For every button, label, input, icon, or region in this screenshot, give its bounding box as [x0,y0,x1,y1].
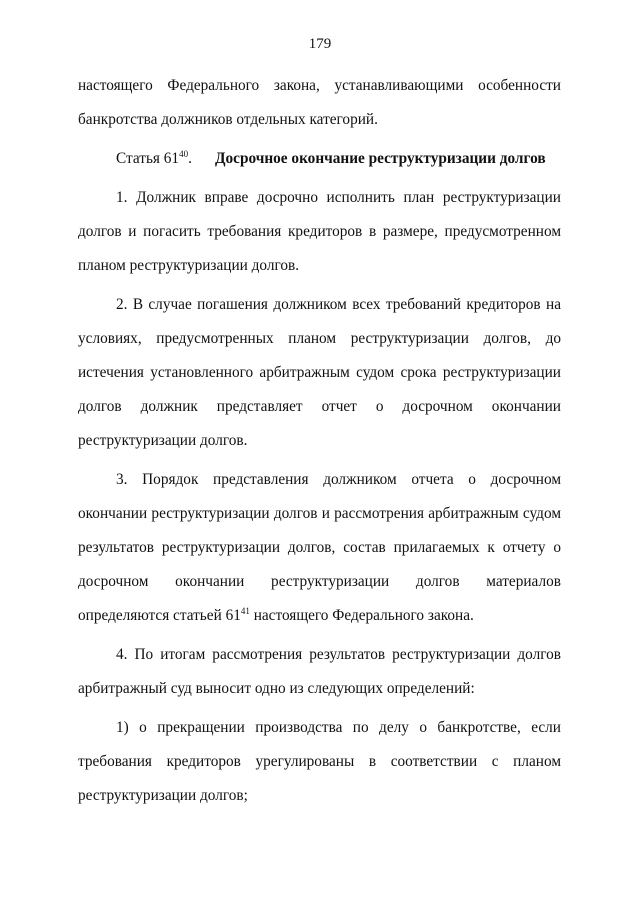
paragraph-2: 2. В случае погашения должником всех требований кредиторов на условиях, предусмотренных планом реструктуризации долгов, до истечения установленного арбитражным судом срока реструктуризации долгов должник представляет отчет о досрочном окончании реструктуризации долгов. [78,296,561,449]
continuation-paragraph: настоящего Федерального закона, устанавливающими особенности банкротства должников отдельных категорий. [78,77,561,128]
paragraph-5: 1) о прекращении производства по делу о банкротстве, если требования кредиторов урегулированы в соответствии с планом реструктуризации долгов; [78,719,561,804]
paragraph-3-tail: настоящего Федерального закона. [249,607,474,624]
article-title: Досрочное окончание реструктуризации долгов [215,150,546,167]
article-label [116,142,215,176]
paragraph-4: 4. По итогам рассмотрения результатов реструктуризации долгов арбитражный суд выносит одно из следующих определений: [78,646,561,697]
paragraph-1: 1. Должник вправе досрочно исполнить план реструктуризации долгов и погасить требования кредиторов в размере, предусмотренном планом реструктуризации долгов. [78,189,561,274]
paragraph-3-text: 3. Порядок представления должником отчета о досрочном окончании реструктуризации долгов и рассмотрения арбитражным судом результатов реструктуризации долгов, состав прилагаемых к отчету о досрочном окончании реструктуризации долгов материалов определяются статьей 61 [78,471,561,624]
page-number: 179 [308,36,332,52]
paragraph-3-superscript: 41 [240,605,250,616]
article-label-text: Статья 61 [116,150,180,167]
article-label-suffix: . [188,150,192,167]
paragraph-3 [78,463,561,633]
document-body [78,69,561,818]
article-heading [78,142,561,176]
article-label-superscript: 40 [179,148,189,159]
